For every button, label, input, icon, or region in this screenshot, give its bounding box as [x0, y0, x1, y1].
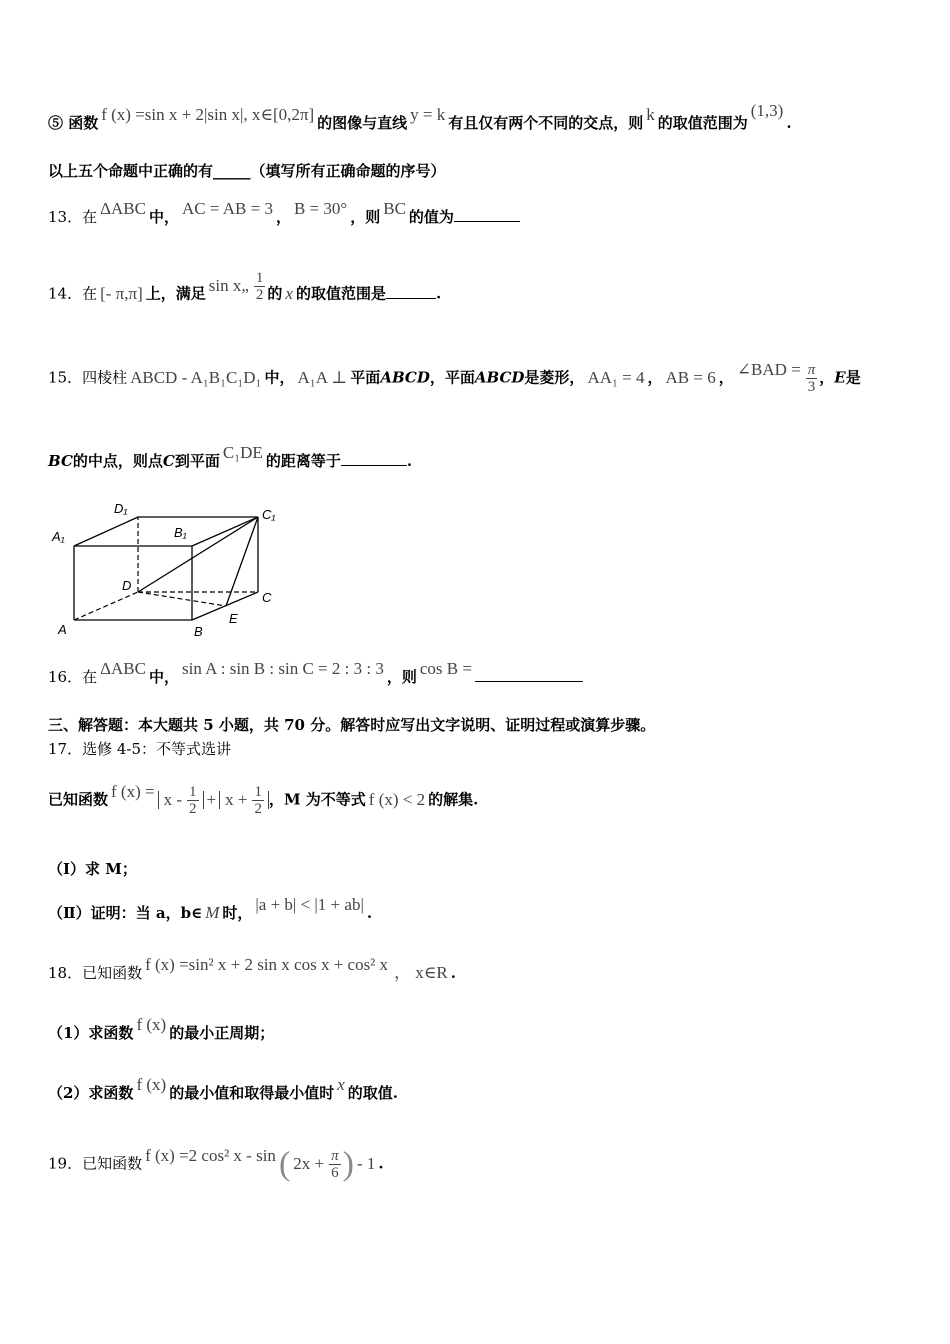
q14-line [48, 270, 442, 311]
q16-zhong: 中， [148, 668, 179, 686]
q17-title: 17．选修 4-5：不等式选讲 [48, 740, 232, 758]
edge-A1-D1 [74, 517, 138, 546]
q19-paren-close: ) [342, 1145, 354, 1183]
q16-ratio: sin A : sin B : sin C = 2 : 3 : 3 [182, 659, 384, 678]
prop5-line-eq: y = k [410, 105, 446, 124]
q17-m-text: ，M 为不等式 [268, 790, 366, 809]
edge-D-C1 [138, 517, 258, 592]
edge-C1-E [226, 517, 258, 606]
q17-abs2 [219, 784, 269, 817]
label-C1: C₁ [262, 507, 276, 522]
q17-half2-num: 1 [254, 784, 262, 800]
q17-half1 [187, 784, 199, 817]
q15-c: C [162, 452, 175, 470]
q17-part2-m: M [205, 903, 220, 922]
q17-half1-num: 1 [189, 784, 197, 800]
q18-p2-x: x [337, 1075, 345, 1094]
q15-line2-b: 到平面 [174, 452, 220, 470]
q14-num: 14．在 [48, 284, 98, 303]
q18-line [48, 955, 456, 984]
q15-abcd1: ABCD [380, 368, 430, 387]
q15-prism: ABCD - A₁B₁C₁D₁ [130, 367, 262, 387]
q15-shi: 是 [845, 368, 861, 387]
q13-line [48, 199, 520, 228]
q14-shang: 上，满足 [145, 284, 206, 303]
q17-f: f (x) = [111, 781, 155, 801]
q15-c3: ， [819, 368, 835, 387]
q15-e: E [834, 368, 846, 387]
q14-de: 的 [267, 284, 283, 303]
q17-abs1-text: x - [163, 789, 183, 809]
q15-line1 [48, 359, 861, 395]
hidden-A-D [74, 592, 138, 620]
q15-rhombus: 是菱形， [524, 368, 585, 387]
q13-tail: 的值为 [408, 208, 454, 226]
q15-end: . [406, 452, 413, 470]
q15-perp: A₁A ⊥ [297, 367, 348, 387]
q17-half2-den: 2 [254, 801, 262, 817]
q19-end: . [378, 1154, 384, 1173]
q14-x: x [285, 283, 293, 303]
prop5-mid2: 有且仅有两个不同的交点，则 [448, 114, 644, 132]
q18-part1 [48, 1015, 275, 1044]
label-E: E [229, 611, 238, 626]
label-C: C [262, 590, 272, 605]
q16-ze: ，则 [386, 668, 417, 686]
q17-part2-end: . [366, 904, 373, 922]
q19-paren-open: ( [278, 1145, 291, 1183]
q14-answer-blank[interactable] [386, 284, 436, 299]
q18-num: 18．已知函数 [48, 964, 143, 982]
q17-part1: （Ⅰ）求 M； [48, 860, 137, 878]
hidden-D-E [138, 592, 226, 606]
q18-p2-f: f (x) [136, 1075, 167, 1094]
q15-pi: π [807, 362, 816, 378]
q14-tail: 的取值范围是 [295, 284, 386, 303]
q15-ab: AB = 6 [665, 367, 716, 387]
q13-cond2: B = 30° [293, 199, 348, 218]
q13-tri: ΔABC [100, 199, 146, 218]
q15-line2-tail: 的距离等于 [265, 452, 341, 470]
q16-answer-blank[interactable] [475, 667, 583, 682]
q15-aa1: AA₁ = 4 [587, 367, 645, 387]
q17-part2-ineq: |a + b| < |1 + ab| [255, 895, 364, 914]
q17-part2-b: 时， [222, 904, 253, 922]
q15-plane1: 平面 [350, 368, 381, 387]
prop5-mid: 的图像与直线 [317, 114, 408, 132]
q14-interval: [- π,π] [100, 283, 143, 303]
q19-func-b: 2x + [293, 1153, 325, 1173]
q19-func-c: - 1 [356, 1153, 376, 1173]
summary-line: 以上五个命题中正确的有_____（填写所有正确命题的序号） [48, 162, 446, 180]
q14-half [254, 270, 266, 303]
q18-domain: ， x∈R [394, 963, 448, 982]
q16-num: 16．在 [48, 668, 98, 686]
prop5-line [48, 101, 792, 134]
q18-p1a: （1）求函数 [48, 1024, 134, 1042]
prop5-end: . [786, 114, 792, 132]
q14-ineq: sin x„ [208, 275, 249, 295]
q18-part2 [48, 1075, 398, 1104]
q13-ze: ，则 [350, 208, 381, 226]
q19-line [48, 1145, 384, 1183]
q14-end: . [435, 284, 442, 303]
q17-part2-a: （Ⅱ）证明：当 a，b∈ [48, 904, 203, 922]
prop5-k: k [646, 105, 655, 124]
prop5-range: (1,3) [750, 101, 784, 120]
q17-abs1 [158, 784, 204, 817]
q18-p2b: 的最小值和取得最小值时 [169, 1084, 335, 1102]
section3-heading: 三、解答题：本大题共 5 小题，共 70 分。解答时应写出文字说明、证明过程或演算步骤。 [48, 716, 656, 734]
q19-six: 6 [331, 1165, 339, 1181]
prop5-func: f (x) =sin x + 2|sin x|, x∈[0,2π] [101, 105, 315, 124]
q14-half-den: 2 [255, 287, 264, 303]
q18-p2a: （2）求函数 [48, 1084, 134, 1102]
q15-c1: ， [647, 368, 663, 387]
q16-tri: ΔABC [100, 659, 146, 678]
q19-func-a: f (x) =2 cos² x - sin [145, 1145, 276, 1165]
q19-pi: π [331, 1148, 339, 1164]
q13-num: 13．在 [48, 208, 98, 226]
q15-plane2: ，平面 [429, 368, 475, 387]
q15-answer-blank[interactable] [341, 451, 407, 466]
q15-c2: ， [718, 368, 734, 387]
q18-p2c: 的取值. [347, 1084, 398, 1102]
label-B: B [194, 624, 203, 639]
prop5-tail: 的取值范围为 [657, 114, 748, 132]
q15-three: 3 [807, 379, 816, 395]
q13-answer-blank[interactable] [454, 207, 520, 222]
q15-line2 [48, 443, 413, 472]
q17-half2 [252, 784, 264, 817]
q18-end: . [450, 964, 456, 982]
q16-line [48, 659, 583, 688]
label-A: A [58, 622, 67, 637]
q17-known: 已知函数 [48, 790, 109, 809]
label-B1: B₁ [174, 525, 187, 540]
q17-plus: + [206, 789, 217, 809]
q18-p1b: 的最小正周期； [169, 1024, 275, 1042]
prism-figure [48, 494, 298, 644]
q13-zhong: 中， [148, 208, 179, 226]
prop5-lead: ⑤ 函数 [48, 114, 99, 132]
q17-half1-den: 2 [189, 801, 197, 817]
q13-cond1: AC = AB = 3 [182, 199, 273, 218]
q15-num: 15．四棱柱 [48, 368, 128, 387]
q15-zhong: 中， [264, 368, 295, 387]
q15-angle: ∠BAD = [736, 359, 801, 379]
label-A1: A₁ [52, 529, 65, 544]
q15-line2-a: 的中点，则点 [72, 452, 163, 470]
q18-func: f (x) =sin² x + 2 sin x cos x + cos² x [145, 955, 389, 974]
q15-pi-over-3 [806, 362, 818, 395]
q17-ineq: f (x) < 2 [368, 789, 426, 809]
q13-bc: BC [383, 199, 406, 218]
q17-part2 [48, 895, 373, 924]
edge-B1-C1 [192, 517, 258, 546]
q19-num: 19．已知函数 [48, 1154, 143, 1173]
q14-half-num: 1 [255, 270, 264, 286]
q13-sep: ， [275, 208, 291, 226]
q18-p1-f: f (x) [136, 1015, 167, 1034]
q15-plane-c1de: C₁DE [222, 443, 263, 462]
q17-tail: 的解集. [428, 790, 479, 809]
q15-abcd2: ABCD [474, 368, 525, 387]
q17-line [48, 781, 479, 817]
q19-pi-over-6 [329, 1148, 341, 1181]
q17-abs2-text: x + [225, 789, 248, 809]
label-D1: D₁ [114, 501, 128, 516]
label-D: D [122, 578, 132, 593]
q16-cosb: cos B = [419, 659, 472, 678]
q15-bc: BC [48, 452, 73, 470]
